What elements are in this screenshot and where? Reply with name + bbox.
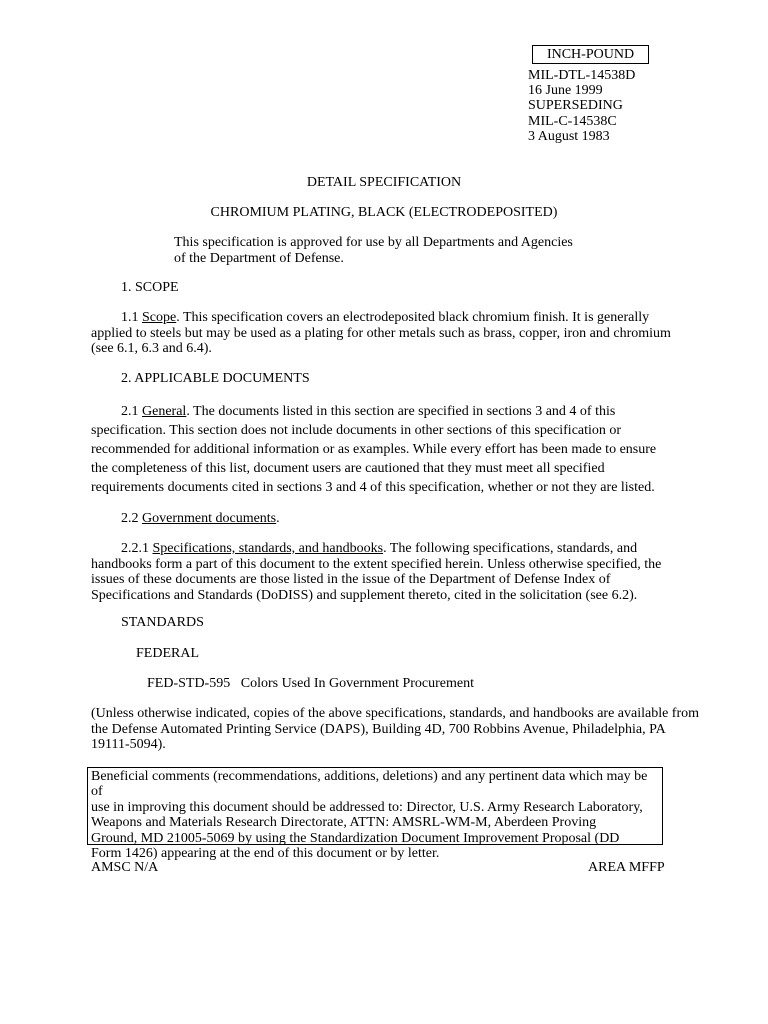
paragraph-title-government-documents: Government documents bbox=[142, 511, 277, 526]
document-date: 16 June 1999 bbox=[528, 83, 603, 98]
document-id: MIL-DTL-14538D bbox=[528, 68, 636, 83]
paragraph-text: handbooks form a part of this document to the extent specified herein. Unless otherwise specified, the bbox=[91, 556, 662, 572]
section-1-heading: 1. SCOPE bbox=[121, 280, 179, 295]
spec-kind-title: DETAIL SPECIFICATION bbox=[306, 175, 462, 190]
paragraph-title-specifications: Specifications, standards, and handbooks bbox=[152, 541, 384, 556]
amsc-code: AMSC N/A bbox=[91, 860, 159, 875]
paragraph-1-1 bbox=[91, 310, 711, 357]
paragraph-text: . The documents listed in this section are specified in sections 3 and 4 of this bbox=[186, 404, 616, 419]
spec-name-title: CHROMIUM PLATING, BLACK (ELECTRODEPOSITED) bbox=[210, 205, 558, 220]
approval-line: This specification is approved for use by all Departments and Agencies bbox=[174, 235, 573, 250]
paragraph-text: applied to steels but may be used as a plating for other metals such as brass, copper, iron and chromium bbox=[91, 325, 671, 341]
paragraph-text: Specifications and Standards (DoDISS) and supplement thereto, cited in the solicitation (see 6.2). bbox=[91, 587, 638, 603]
section-2-heading: 2. APPLICABLE DOCUMENTS bbox=[121, 371, 310, 386]
approval-statement bbox=[174, 235, 573, 266]
paragraph-title-scope: Scope bbox=[142, 310, 177, 325]
paragraph-text: 19111-5094). bbox=[91, 737, 166, 752]
comments-line: Ground, MD 21005-5069 by using the Standardization Document Improvement Proposal (DD bbox=[91, 830, 620, 846]
area-code: AREA MFFP bbox=[588, 860, 665, 875]
comments-line: Beneficial comments (recommendations, additions, deletions) and any pertinent data which may be of bbox=[91, 769, 648, 800]
inch-pound-box: INCH-POUND bbox=[532, 45, 649, 64]
paragraph-text: . The following specifications, standards, and bbox=[383, 541, 638, 556]
paragraph-number: 2.2 bbox=[121, 511, 142, 526]
paragraph-2-2-1 bbox=[91, 541, 711, 603]
paragraph-text: (see 6.1, 6.3 and 6.4). bbox=[91, 341, 212, 356]
superseded-document-id: MIL-C-14538C bbox=[528, 114, 617, 129]
paragraph-text: . bbox=[276, 511, 280, 526]
paragraph-number: 2.1 bbox=[121, 404, 142, 419]
paragraph-text: issues of these documents are those listed in the issue of the Department of Defense Index of bbox=[91, 572, 611, 587]
fed-std-title: Colors Used In Government Procurement bbox=[240, 676, 475, 691]
federal-heading: FEDERAL bbox=[136, 646, 199, 661]
paragraph-text: recommended for additional information or as examples. While every effort has been made to ensure bbox=[91, 442, 657, 457]
approval-line: of the Department of Defense. bbox=[174, 250, 344, 266]
fed-std-entry bbox=[147, 676, 474, 692]
paragraph-text: . This specification covers an electrodeposited black chromium finish. It is generally bbox=[176, 310, 650, 325]
paragraph-text: (Unless otherwise indicated, copies of the above specifications, standards, and handbooks are available from bbox=[91, 706, 700, 721]
comments-line: Weapons and Materials Research Directorate, ATTN: AMSRL-WM-M, Aberdeen Proving bbox=[91, 815, 597, 831]
comments-line: use in improving this document should be addressed to: Director, U.S. Army Research Laboratory, bbox=[91, 799, 643, 815]
paragraph-2-2 bbox=[121, 511, 280, 527]
standards-heading: STANDARDS bbox=[121, 615, 204, 630]
paragraph-text: the Defense Automated Printing Service (DAPS), Building 4D, 700 Robbins Avenue, Philadelphia, PA bbox=[91, 721, 666, 737]
paragraph-number: 2.2.1 bbox=[121, 541, 153, 556]
paragraph-number: 1.1 bbox=[121, 310, 142, 325]
paragraph-text: specification. This section does not include documents in other sections of this specification or bbox=[91, 423, 622, 438]
copies-availability-note bbox=[91, 706, 721, 753]
beneficial-comments-box bbox=[87, 767, 663, 862]
superseded-document-date: 3 August 1983 bbox=[528, 129, 610, 144]
comments-line: Form 1426) appearing at the end of this document or by letter. bbox=[91, 846, 440, 862]
paragraph-text: the completeness of this list, document users are cautioned that they must meet all specified bbox=[91, 461, 605, 476]
paragraph-2-1 bbox=[91, 402, 711, 497]
paragraph-text: requirements documents cited in sections 3 and 4 of this specification, whether or not they are listed. bbox=[91, 480, 655, 495]
paragraph-title-general: General bbox=[142, 404, 187, 419]
superseding-label: SUPERSEDING bbox=[528, 98, 623, 113]
fed-std-id: FED-STD-595 bbox=[147, 676, 231, 691]
